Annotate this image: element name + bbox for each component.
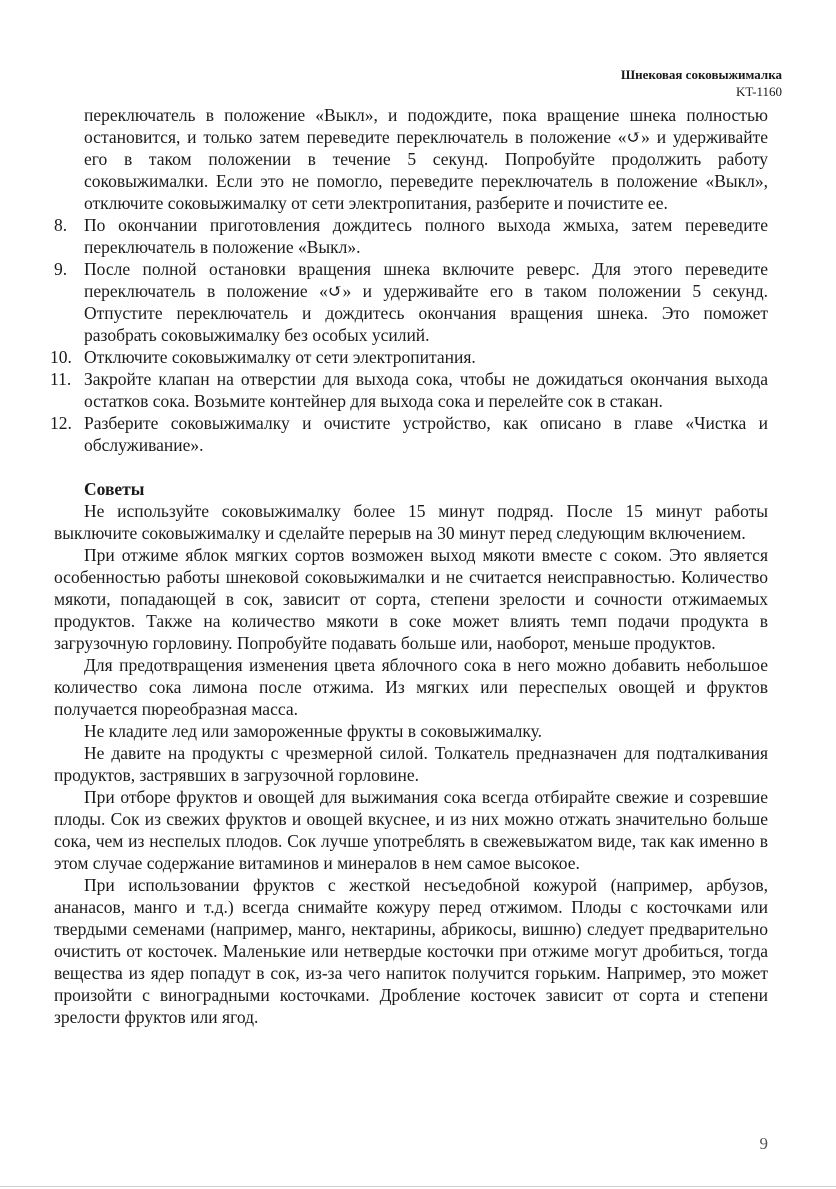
tips-paragraph: Не используйте соковыжималку более 15 минут подряд. После 15 минут работы выключите соковыжималку и сделайте перерыв на 30 минут перед следующим включением.: [54, 501, 768, 543]
step-text: Отключите соковыжималку от сети электропитания.: [84, 347, 476, 367]
page-bottom-divider: [0, 1186, 836, 1187]
list-item: [50, 412, 768, 456]
step-text: Закройте клапан на отверстии для выхода сока, чтобы не дожидаться окончания выхода остатков сока. Возьмите контейнер для выхода сока и перелейте сок в стакан.: [84, 369, 768, 411]
page-header: [621, 66, 782, 100]
step-number: 8.: [54, 215, 68, 235]
step-number: 11.: [50, 369, 72, 389]
list-item: [54, 258, 768, 346]
step-text: После полной остановки вращения шнека включите реверс. Для этого переведите переключатель в положение «↺» и удерживайте его в таком положении 5 секунд. Отпустите переключатель и дождитесь окончания вращения шнека. Это поможет разобрать соковыжималку без особых усилий.: [84, 259, 768, 345]
step-number: 10.: [50, 347, 72, 367]
page-content: [50, 104, 768, 1028]
tips-paragraph: Для предотвращения изменения цвета яблочного сока в него можно добавить небольшое количество сока лимона после отжима. Из мягких или переспелых овощей и фруктов получается пюреобразная масса.: [54, 655, 768, 719]
model-number: KT-1160: [736, 84, 782, 99]
list-item: [54, 214, 768, 258]
step-number: 12.: [50, 413, 72, 433]
tips-heading: Советы: [84, 479, 145, 499]
step-text: Разберите соковыжималку и очистите устройство, как описано в главе «Чистка и обслуживание».: [84, 413, 768, 455]
tips-paragraph: Не давите на продукты с чрезмерной силой. Толкатель предназначен для подталкивания продуктов, застрявших в загрузочной горловине.: [54, 743, 768, 785]
continued-paragraph: переключатель в положение «Выкл», и подождите, пока вращение шнека полностью остановится, и только затем переведите переключатель в положение «↺» и удерживайте его в таком положении в течение 5 секунд. Попробуйте продолжить работу соковыжималки. Если это не помогло, переведите переключатель в положение «Выкл», отключите соковыжималку от сети электропитания, разберите и почистите ее.: [84, 105, 768, 213]
tips-paragraph: При отжиме яблок мягких сортов возможен выход мякоти вместе с соком. Это является особенностью работы шнековой соковыжималки и не считается неисправностью. Количество мякоти, попадающей в сок, зависит от сорта, степени зрелости и сочности отжимаемых продуктов. Также на количество мякоти в соке может влиять темп подачи продукта в загрузочную горловину. Попробуйте подавать больше или, наоборот, меньше продуктов.: [54, 545, 768, 653]
tips-paragraph: Не кладите лед или замороженные фрукты в соковыжималку.: [84, 721, 542, 741]
tips-paragraph: При отборе фруктов и овощей для выжимания сока всегда отбирайте свежие и созревшие плоды. Сок из свежих фруктов и овощей вкуснее, и из них можно отжать значительно больше сока, чем из неспелых плодов. Сок лучше употреблять в свежевыжатом виде, так как именно в этом случае содержание витаминов и минералов в нем самое высокое.: [54, 787, 768, 873]
document-title: Шнековая соковыжималка: [620, 67, 782, 82]
steps-list: [50, 214, 768, 456]
page-number: 9: [759, 1134, 768, 1153]
tips-paragraph: При использовании фруктов с жесткой несъедобной кожурой (например, арбузов, ананасов, манго и т.д.) всегда снимайте кожуру перед отжимом. Плоды с косточками или твердыми семенами (например, манго, нектарины, абрикосы, вишню) следует предварительно очистить от косточек. Маленькие или нетвердые косточки при отжиме могут дробиться, тогда вещества из ядер попадут в сок, из-за чего напиток получится горьким. Например, это может произойти с виноградными косточками. Дробление косточек зависит от сорта и степени зрелости фруктов или ягод.: [54, 875, 768, 1027]
step-text: По окончании приготовления дождитесь полного выхода жмыха, затем переведите переключатель в положение «Выкл».: [84, 215, 768, 257]
list-item: [50, 368, 768, 412]
list-item: [50, 346, 768, 368]
step-number: 9.: [54, 259, 68, 279]
